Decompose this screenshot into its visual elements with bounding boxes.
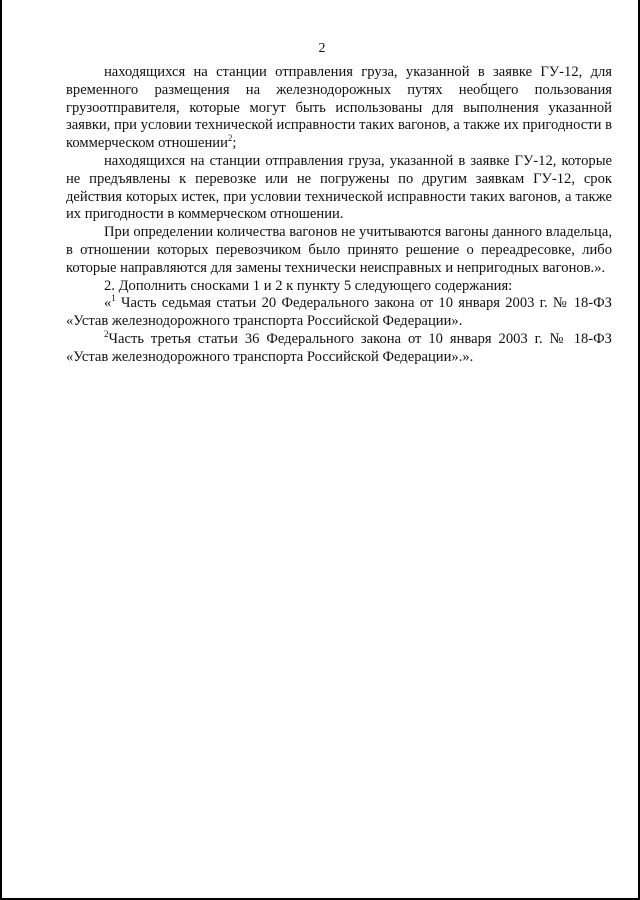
- paragraph-text: Часть седьмая статьи 20 Федерального закона от 10 января 2003 г. № 18-ФЗ «Устав железнодорожного транспорта Российской Федерации».: [66, 295, 612, 330]
- paragraph-amendment-2: [66, 278, 612, 296]
- paragraph-wagons-not-presented: [66, 153, 612, 224]
- paragraph-text: находящихся на станции отправления груза, указанной в заявке ГУ-12, для временного размещения на железнодорожных путях необщего пользования грузоотправителя, которые могут быть использованы для выполнения указанной заявки, при условии технической исправности таких вагонов, а также их пригодности в коммерческом отношении: [66, 64, 612, 152]
- paragraph-counting-rule: [66, 224, 612, 277]
- paragraph-text: находящихся на станции отправления груза, указанной в заявке ГУ-12, которые не предъявлены к перевозке или не погружены по другим заявкам ГУ-12, срок действия которых истек, при условии технической исправности таких вагонов, а также их пригодности в коммерческом отношении.: [66, 152, 612, 223]
- paragraph-text: 2. Дополнить сносками 1 и 2 к пункту 5 следующего содержания:: [104, 277, 513, 294]
- paragraph-tail: ;: [232, 135, 237, 152]
- page-number: 2: [318, 41, 326, 56]
- paragraph-text: Часть третья статьи 36 Федерального закона от 10 января 2003 г. № 18-ФЗ «Устав железнодорожного транспорта Российской Федерации».».: [66, 330, 612, 365]
- document-body: [66, 64, 612, 367]
- footnote-ref: 2: [104, 329, 109, 340]
- footnote-2-text: [66, 331, 612, 367]
- footnote-ref: 2: [227, 133, 233, 144]
- paragraph-text: При определении количества вагонов не учитываются вагоны данного владельца, в отношении которых перевозчиком было принято решение о переадресовке, либо которые направляются для замены технически неисправных и непригодных вагонов.».: [66, 224, 612, 276]
- footnote-ref: 1: [111, 293, 116, 304]
- quote-open: «: [104, 295, 112, 312]
- paragraph-wagons-at-station: [66, 64, 612, 153]
- footnote-1-text: [66, 295, 612, 331]
